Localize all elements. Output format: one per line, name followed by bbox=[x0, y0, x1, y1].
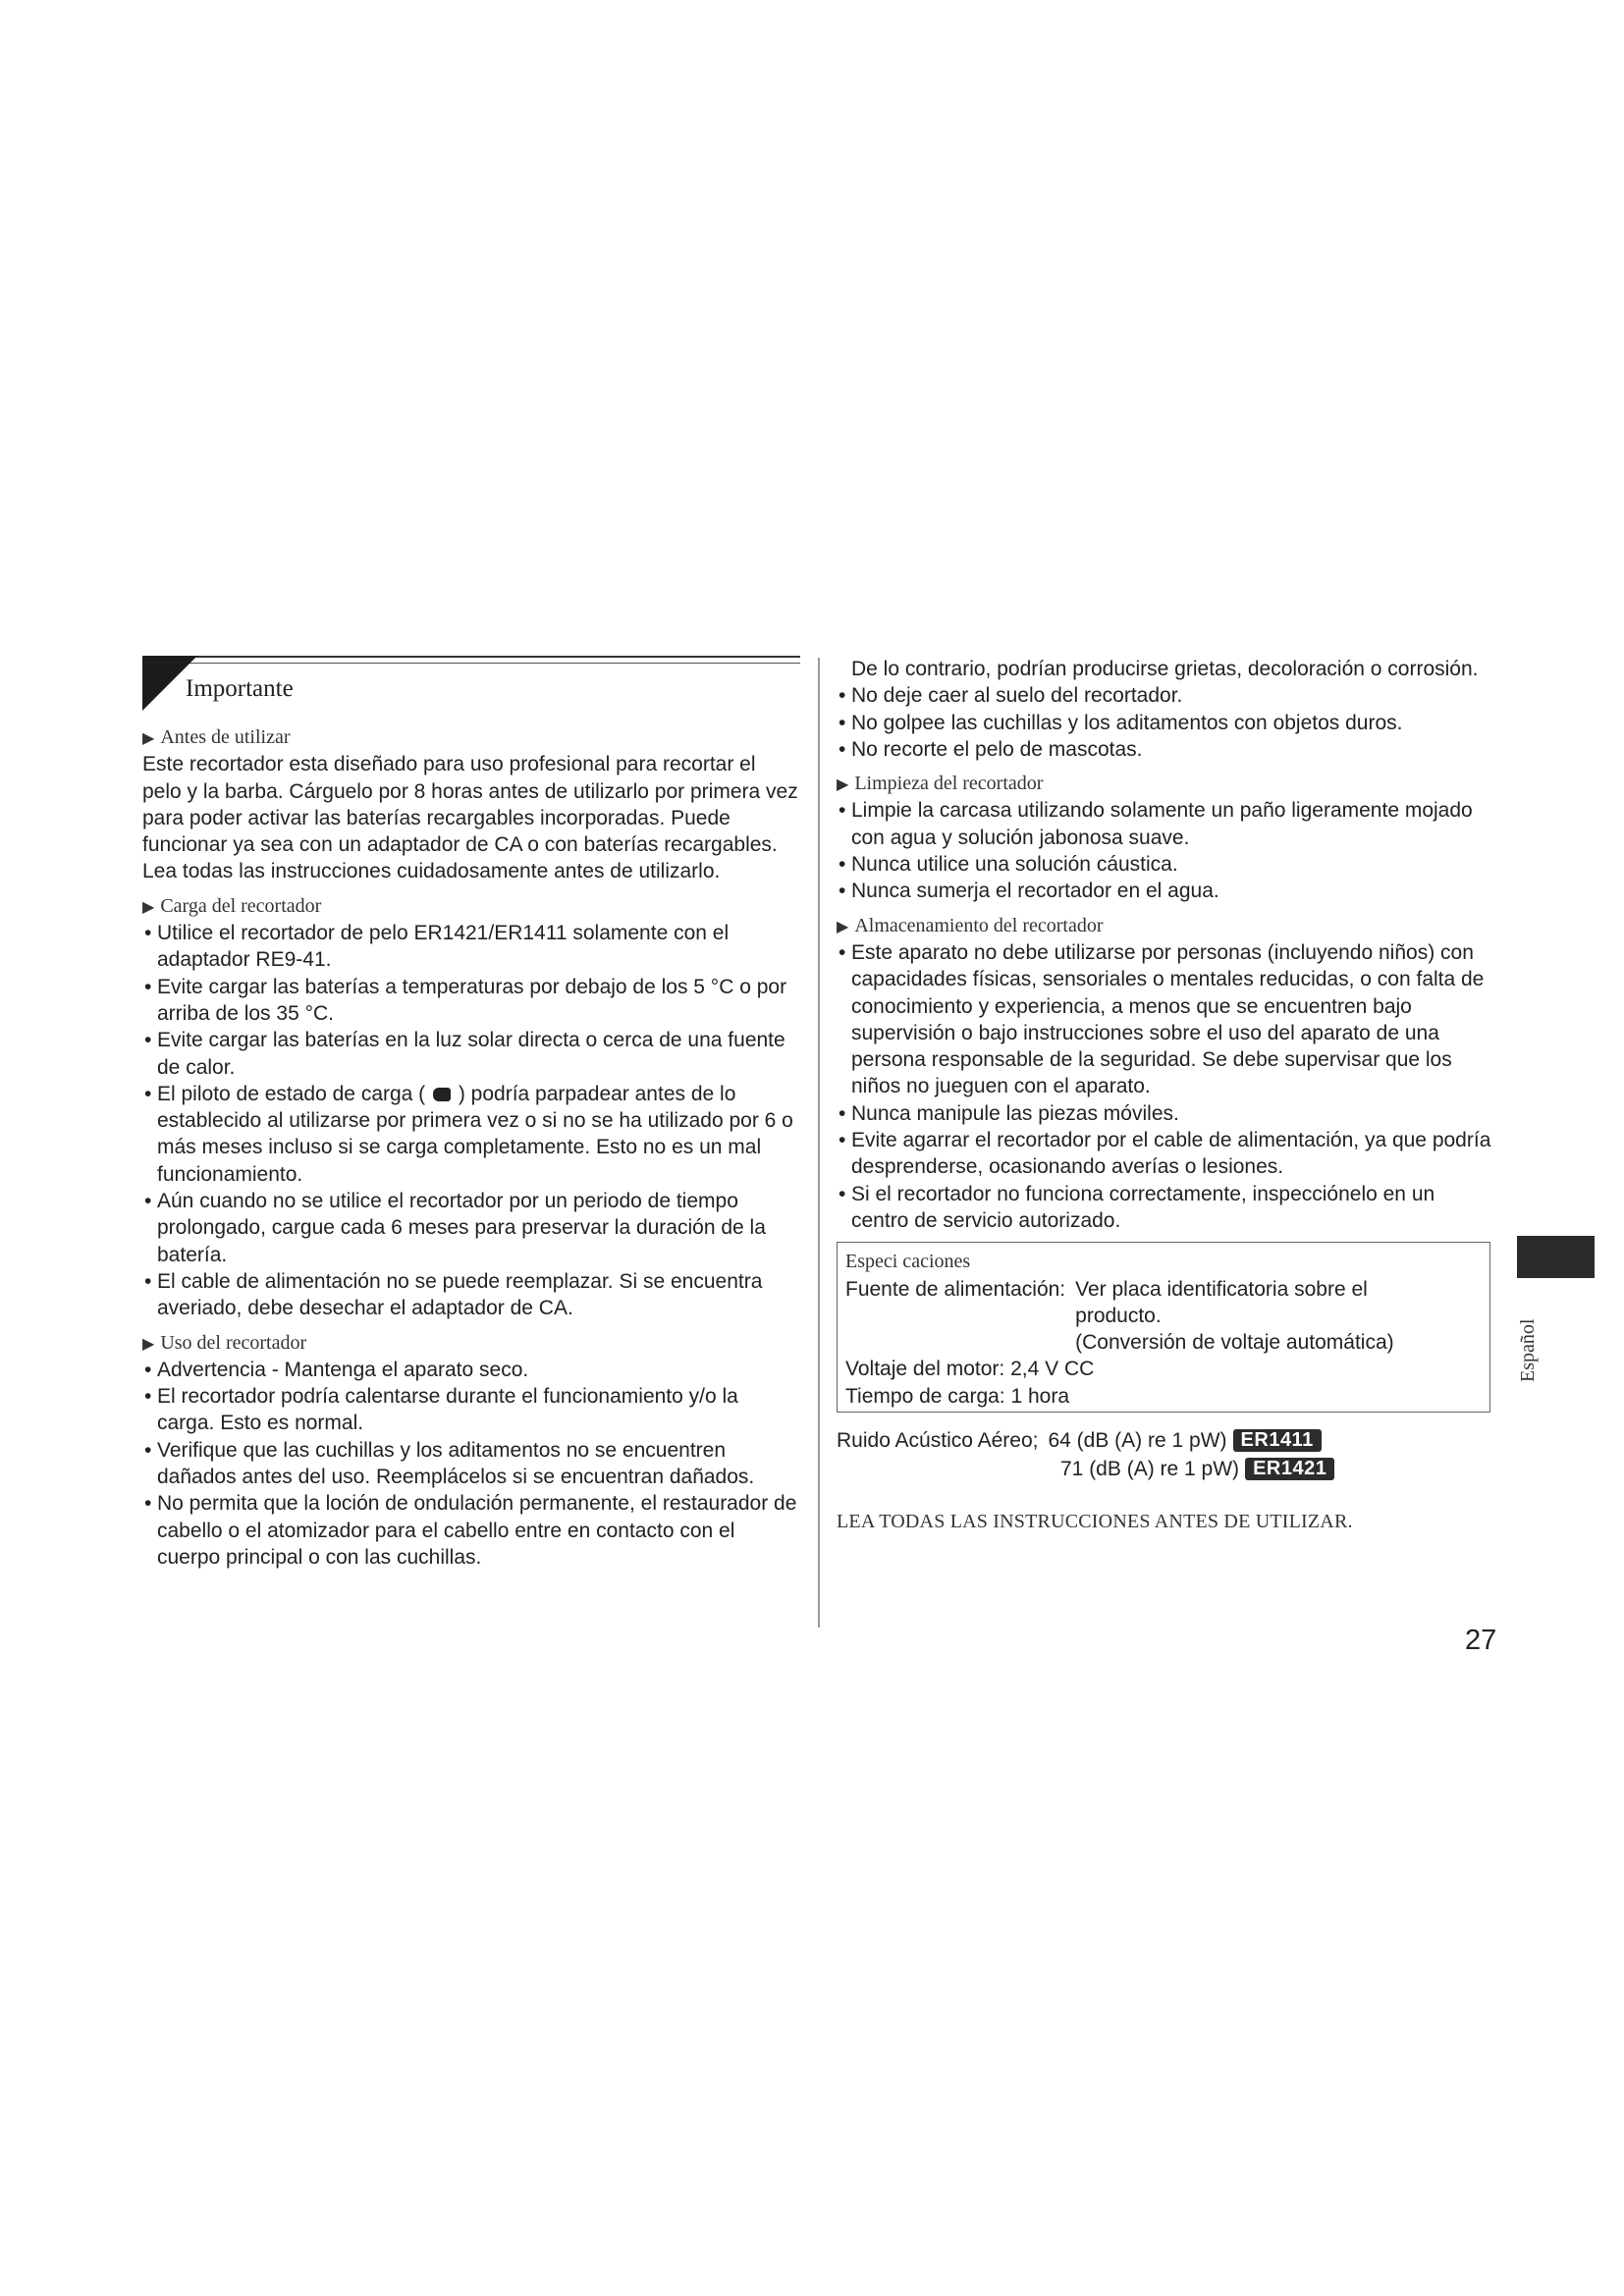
uso-list bbox=[142, 1357, 800, 1571]
list-item: • Nunca utilice una solución cáustica. bbox=[837, 851, 1494, 878]
noise-row-1 bbox=[837, 1426, 1494, 1455]
specifications-title: Especi caciones bbox=[845, 1251, 971, 1273]
list-item: • Si el recortador no funciona correctamente, inspecciónelo en un centro de servicio autorizado. bbox=[837, 1181, 1494, 1235]
arrow-icon: ▶ bbox=[142, 1333, 155, 1353]
list-item: • No permita que la loción de ondulación permanente, el restaurador de cabello o el atomizador para el cabello entre en contacto con el cuerpo principal o con las cuchillas. bbox=[142, 1490, 800, 1571]
model-badge-er1421: ER1421 bbox=[1245, 1458, 1334, 1480]
antes-paragraph: Este recortador esta diseñado para uso profesional para recortar el pelo y la barba. Cárguelo por 8 horas antes de utilizarlo por primera vez para poder activar las baterías recargables incorporadas. Puede funcionar ya sea con un adaptador de CA o con baterías recargables. Lea todas las instrucciones cuidadosamente antes de utilizarlo. bbox=[142, 753, 798, 883]
list-item: • No recorte el pelo de mascotas. bbox=[837, 736, 1494, 763]
list-item-pilot: • El piloto de estado de carga ( ) podría parpadear antes de lo establecido al utilizarse por primera vez o si no se ha utilizado por 6 o más meses incluso si se carga completamente. Esto no es un mal funcionamiento. bbox=[142, 1081, 800, 1188]
list-item: • Utilice el recortador de pelo ER1421/ER1411 solamente con el adaptador RE9-41. bbox=[142, 920, 800, 974]
list-item: • Verifique que las cuchillas y los aditamentos no se encuentren dañados antes del uso. Reemplácelos si se encuentran dañados. bbox=[142, 1437, 800, 1491]
limpieza-list bbox=[837, 797, 1494, 904]
list-item: • No deje caer al suelo del recortador. bbox=[837, 682, 1494, 709]
arrow-icon: ▶ bbox=[142, 728, 155, 747]
list-item: • Aún cuando no se utilice el recortador por un periodo de tiempo prolongado, cargue cada 6 meses para preservar la duración de la batería. bbox=[142, 1188, 800, 1268]
spec-charge-time: Tiempo de carga: 1 hora bbox=[845, 1384, 1070, 1408]
section-title-limpieza: ▶ Limpieza del recortador bbox=[837, 773, 1044, 795]
noise-block bbox=[837, 1426, 1494, 1483]
list-item: • El recortador podría calentarse durante el funcionamiento y/o la carga. Esto es normal. bbox=[142, 1383, 800, 1437]
noise-value-2: 71 (dB (A) re 1 pW) bbox=[1060, 1457, 1240, 1480]
carga-list bbox=[142, 920, 800, 1321]
section-title-uso: ▶ Uso del recortador bbox=[142, 1331, 307, 1354]
almacenamiento-list bbox=[837, 939, 1494, 1234]
specifications-box bbox=[837, 1242, 1490, 1413]
top-list bbox=[837, 682, 1494, 763]
list-item: • Evite cargar las baterías en la luz solar directa o cerca de una fuente de calor. bbox=[142, 1027, 800, 1081]
list-item: • El cable de alimentación no se puede reemplazar. Si se encuentra averiado, debe desechar el adaptador de CA. bbox=[142, 1268, 800, 1322]
list-item: • Evite cargar las baterías a temperaturas por debajo de los 5 °C o por arriba de los 35 °C. bbox=[142, 974, 800, 1028]
section-title-almacenamiento: ▶ Almacenamiento del recortador bbox=[837, 914, 1104, 936]
spec-power-label: Fuente de alimentación: bbox=[845, 1277, 1066, 1301]
list-item: • Advertencia - Mantenga el aparato seco. bbox=[142, 1357, 800, 1383]
list-item: • No golpee las cuchillas y los aditamentos con objetos duros. bbox=[837, 710, 1494, 736]
arrow-icon: ▶ bbox=[837, 774, 849, 794]
page-number: 27 bbox=[1465, 1625, 1497, 1656]
header-rule-thin bbox=[182, 663, 800, 664]
model-badge-er1411: ER1411 bbox=[1233, 1429, 1322, 1452]
spec-power-row bbox=[845, 1276, 1482, 1357]
spec-motor: Voltaje del motor: 2,4 V CC bbox=[845, 1358, 1095, 1381]
read-all-instructions: LEA TODAS LAS INSTRUCCIONES ANTES DE UTILIZAR. bbox=[837, 1511, 1353, 1533]
continuation-text: De lo contrario, podrían producirse grietas, decoloración o corrosión. bbox=[851, 658, 1479, 680]
language-tab-marker bbox=[1517, 1236, 1595, 1278]
section-title-antes: ▶ Antes de utilizar bbox=[142, 726, 291, 748]
header-rule bbox=[142, 656, 800, 658]
section-title-carga: ▶ Carga del recortador bbox=[142, 894, 322, 917]
list-item: • Nunca sumerja el recortador en el agua. bbox=[837, 878, 1494, 904]
list-item: • Limpie la carcasa utilizando solamente un paño ligeramente mojado con agua y solución jabonosa suave. bbox=[837, 797, 1494, 851]
spec-power-value: Ver placa identificatoria sobre el producto. (Conversión de voltaje automática) bbox=[1075, 1277, 1394, 1355]
arrow-icon: ▶ bbox=[837, 916, 849, 935]
noise-label: Ruido Acústico Aéreo; bbox=[837, 1428, 1039, 1452]
right-column bbox=[837, 656, 1494, 1535]
charge-plug-icon bbox=[433, 1088, 451, 1101]
list-item: • Nunca manipule las piezas móviles. bbox=[837, 1100, 1494, 1127]
list-item: • Evite agarrar el recortador por el cable de alimentación, ya que podría desprenderse, ocasionando averías o lesiones. bbox=[837, 1127, 1494, 1181]
arrow-icon: ▶ bbox=[142, 896, 155, 916]
important-title: Importante bbox=[186, 675, 294, 702]
noise-row-2 bbox=[837, 1455, 1494, 1483]
important-header bbox=[142, 656, 800, 711]
language-label: Español bbox=[1517, 1318, 1539, 1382]
list-item: • Este aparato no debe utilizarse por personas (incluyendo niños) con capacidades físicas, sensoriales o mentales reducidas, o con falta de conocimiento y experiencia, a menos que se encuentren bajo supervisión o bajo instrucciones sobre el uso del aparato de una persona responsable de la seguridad. Se debe supervisar que los niños no jueguen con el aparato. bbox=[837, 939, 1494, 1100]
column-divider bbox=[818, 658, 820, 1628]
left-column bbox=[142, 656, 800, 1571]
noise-value-1: 64 (dB (A) re 1 pW) bbox=[1048, 1428, 1227, 1452]
